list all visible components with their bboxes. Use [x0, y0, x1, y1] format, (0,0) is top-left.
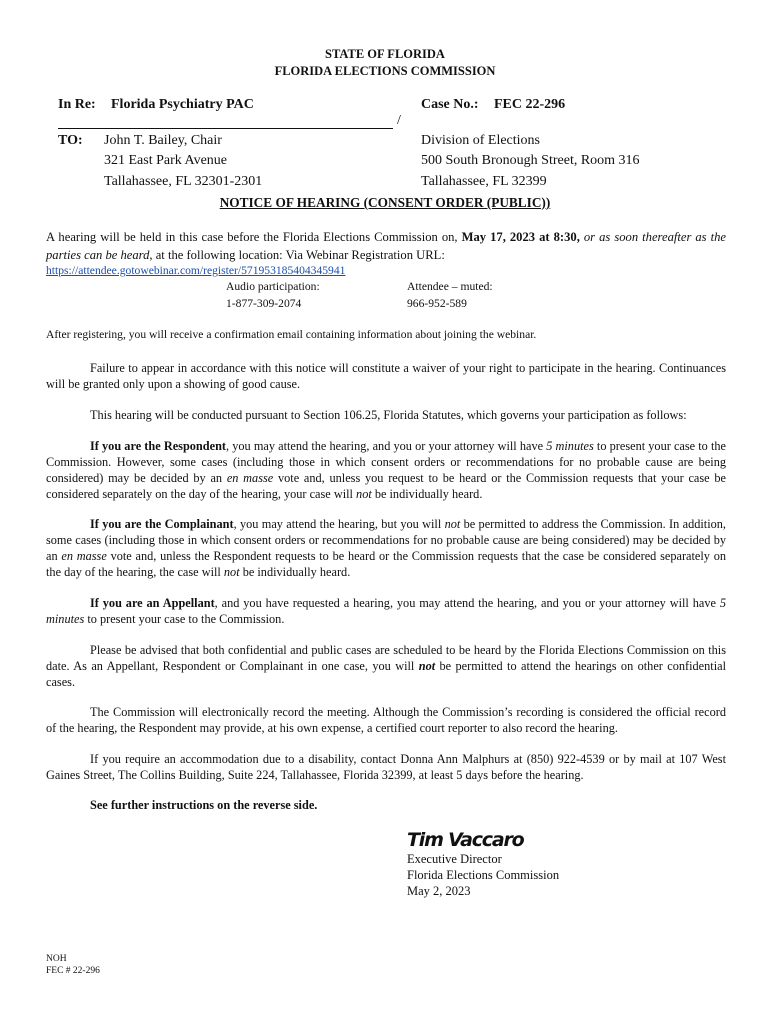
respondent-minutes: 5 minutes — [546, 439, 594, 453]
to-right-line: Division of Elections — [421, 133, 540, 148]
footer-form-code: NOH — [46, 954, 67, 964]
footer-case-number: FEC # 22-296 — [46, 966, 100, 976]
to-label: TO: — [58, 133, 83, 148]
intro-italic: or as soon thereafter as the parties can be heard — [46, 230, 726, 262]
signature-date: May 2, 2023 — [407, 884, 471, 898]
respondent-lead: If you are the Respondent — [90, 439, 227, 453]
intro-text: A hearing will be held in this case before the Florida Elections Commission on, — [46, 230, 462, 244]
in-re-name: Florida Psychiatry PAC — [111, 97, 254, 112]
to-right-line: 500 South Bronough Street, Room 316 — [421, 153, 640, 168]
advised-text: be permitted to attend the hearings on other confidential cases. — [46, 659, 726, 689]
appellant-text: , and you have requested a hearing, you may attend the hearing, and you or your attorney will have — [214, 596, 720, 610]
caption-slash: / — [397, 113, 401, 128]
complainant-paragraph — [46, 516, 726, 580]
signer-title: Executive Director — [407, 852, 502, 866]
to-left-line: Tallahassee, FL 32301-2301 — [104, 174, 263, 189]
to-left-line: John T. Bailey, Chair — [104, 133, 222, 148]
conducted-paragraph — [46, 407, 726, 423]
complainant-not: not — [444, 517, 461, 531]
respondent-text: , you may attend the hearing, and you or your attorney will have — [226, 439, 547, 453]
hearing-intro — [46, 228, 726, 264]
appellant-minutes: 5 minutes — [46, 596, 726, 626]
advised-text: Please be advised that both confidential and public cases are scheduled to be heard by the Florida Elections Commission on this date. As an Appellant, Respondent or Complainant in one case, you will — [46, 643, 726, 673]
record-paragraph — [46, 704, 726, 736]
respondent-text: be individually heard. — [371, 487, 483, 501]
audio-phone: 1-877-309-2074 — [226, 297, 302, 310]
complainant-text: be permitted to address the Commission. In addition, some cases (including those in which consent orders or recommendations for no probable cause are being considered) may be decided by an — [46, 517, 726, 563]
complainant-lead: If you are the Complainant — [90, 517, 234, 531]
respondent-not: not — [356, 487, 372, 501]
audio-label: Audio participation: — [226, 280, 320, 293]
complainant-not: not — [223, 565, 240, 579]
failure-paragraph — [46, 360, 726, 392]
after-registering-note: After registering, you will receive a confirmation email containing information about joining the webinar. — [46, 328, 537, 341]
attendee-label: Attendee – muted: — [407, 280, 493, 293]
notice-title — [0, 195, 770, 211]
in-re-label: In Re: — [58, 97, 96, 112]
case-number-label: Case No.: — [421, 97, 479, 112]
appellant-lead: If you are an Appellant — [90, 596, 215, 610]
to-left-line: 321 East Park Avenue — [104, 153, 227, 168]
hearing-date: May 17, 2023 at 8:30, — [461, 230, 580, 244]
respondent-en-masse: en masse — [226, 471, 274, 485]
to-right-line: Tallahassee, FL 32399 — [421, 174, 547, 189]
signature: Tim Vaccaro — [407, 829, 524, 851]
attendee-code: 966-952-589 — [407, 297, 467, 310]
intro-text-2: , at the following location: Via Webinar Registration URL: — [149, 248, 445, 262]
complainant-text: vote and, unless the Respondent requests to be heard or the Commission requests that the case be considered separately on the day of the hearing, the case will — [46, 549, 726, 579]
notice-title-text: NOTICE OF HEARING (CONSENT ORDER (PUBLIC)) — [219, 195, 551, 210]
signer-org: Florida Elections Commission — [407, 868, 560, 882]
accommodation-text: If you require an accommodation due to a disability, contact Donna Ann Malphurs at (850) 922-4539 or by mail at 107 West Gaines Street, The Collins Building, Suite 224, Tallahassee, Florida 32399, at least 5 days before the hearing. — [46, 752, 726, 782]
further-instructions: See further instructions on the reverse side. — [90, 798, 318, 812]
state-heading: STATE OF FLORIDA — [325, 47, 445, 61]
appellant-paragraph — [46, 595, 726, 627]
complainant-en-masse: en masse — [61, 549, 107, 563]
accommodation-paragraph — [46, 751, 726, 783]
respondent-text: vote and, unless you request to be heard or the Commission requests that your case be considered separately on the day of the hearing, your case will — [46, 471, 726, 501]
webinar-registration-link[interactable]: https://attendee.gotowebinar.com/register/571953185404345941 — [46, 264, 346, 277]
respondent-text: to present your case to the Commission. However, some cases (including those in which consent orders or recommendations for no probable cause are being considered) may be decided by an — [46, 439, 726, 485]
advised-not: not — [418, 659, 436, 673]
appellant-text: to present your case to the Commission. — [84, 612, 285, 626]
complainant-text: be individually heard. — [239, 565, 351, 579]
respondent-paragraph — [46, 438, 726, 502]
caption-divider — [58, 128, 393, 129]
conducted-text: This hearing will be conducted pursuant to Section 106.25, Florida Statutes, which governs your participation as follows: — [90, 408, 687, 422]
record-text: The Commission will electronically record the meeting. Although the Commission’s recording is considered the official record of the hearing, the Respondent may provide, at his own expense, a certified court reporter to also record the hearing. — [46, 705, 726, 735]
commission-heading: FLORIDA ELECTIONS COMMISSION — [274, 64, 496, 78]
case-number: FEC 22-296 — [494, 97, 566, 112]
failure-text: Failure to appear in accordance with this notice will constitute a waiver of your right to participate in the hearing. Continuances will be granted only upon a showing of good cause. — [46, 361, 726, 391]
complainant-text: , you may attend the hearing, but you will — [233, 517, 445, 531]
advised-paragraph — [46, 642, 726, 690]
